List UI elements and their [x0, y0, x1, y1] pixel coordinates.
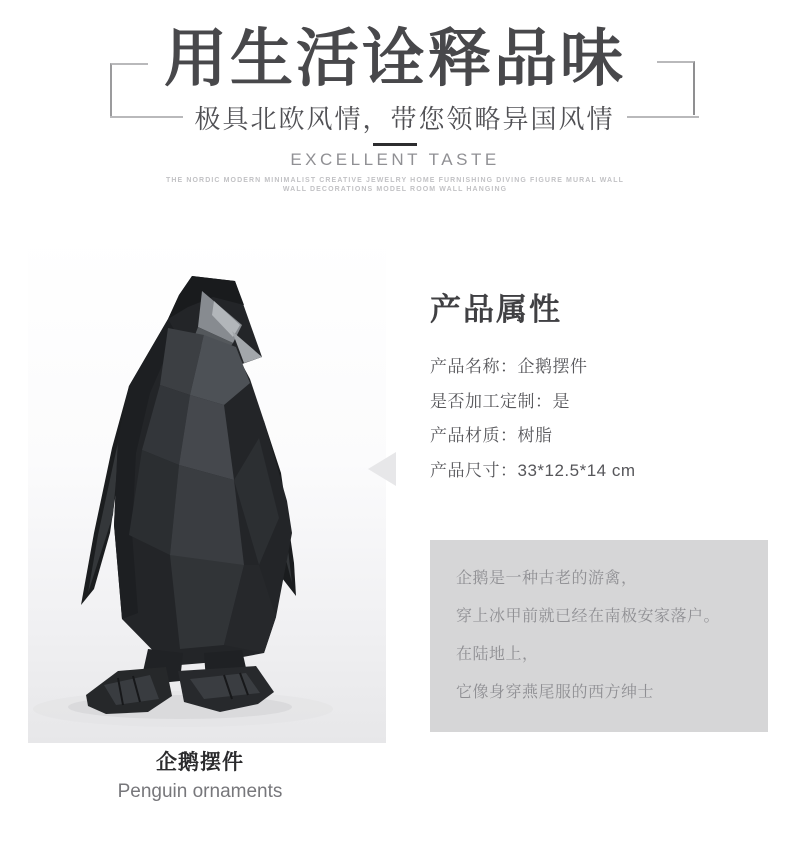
page-title: 用生活诠释品味: [164, 24, 626, 94]
caption-chinese: 企鹅摆件: [156, 751, 244, 774]
description-box: [430, 540, 768, 732]
tagline-accent-bar: [373, 143, 417, 146]
subtitle-rule-right: [627, 116, 700, 118]
photo-caption: [20, 746, 380, 803]
attribute-row-customization: 是否加工定制：是: [430, 391, 570, 411]
subtitle-row: [110, 101, 699, 133]
caption-english: Penguin ornaments: [117, 781, 283, 802]
attribute-row-size: 产品尺寸：33*12.5*14 cm: [430, 460, 636, 480]
penguin-photo: [28, 233, 386, 743]
attributes-heading: 产品属性: [430, 292, 562, 327]
subtitle-rule-left: [110, 116, 183, 118]
tagline-english: EXCELLENT TASTE: [290, 150, 500, 169]
penguin-illustration: [28, 233, 386, 743]
description-line: 企鹅是一种古老的游禽，: [456, 570, 638, 587]
tagline-smallprint-line2: WALL DECORATIONS MODEL ROOM WALL HANGING: [282, 186, 508, 193]
page-subtitle: 极具北欧风情，带您领略异国风情: [194, 103, 615, 134]
attributes-list: [430, 352, 636, 490]
description-line: 穿上冰甲前就已经在南极安家落户。: [456, 608, 721, 625]
attribute-row-material: 产品材质：树脂: [430, 426, 553, 445]
attribute-row-name: 产品名称：企鹅摆件: [430, 357, 588, 376]
tagline-smallprint-line1: THE NORDIC MODERN MINIMALIST CREATIVE JEWELRY HOME FURNISHING DIVING FIGURE MURAL WALL: [166, 177, 624, 184]
description-line: 它像身穿燕尾服的西方绅士: [456, 684, 655, 701]
description-line: 在陆地上，: [456, 646, 539, 663]
